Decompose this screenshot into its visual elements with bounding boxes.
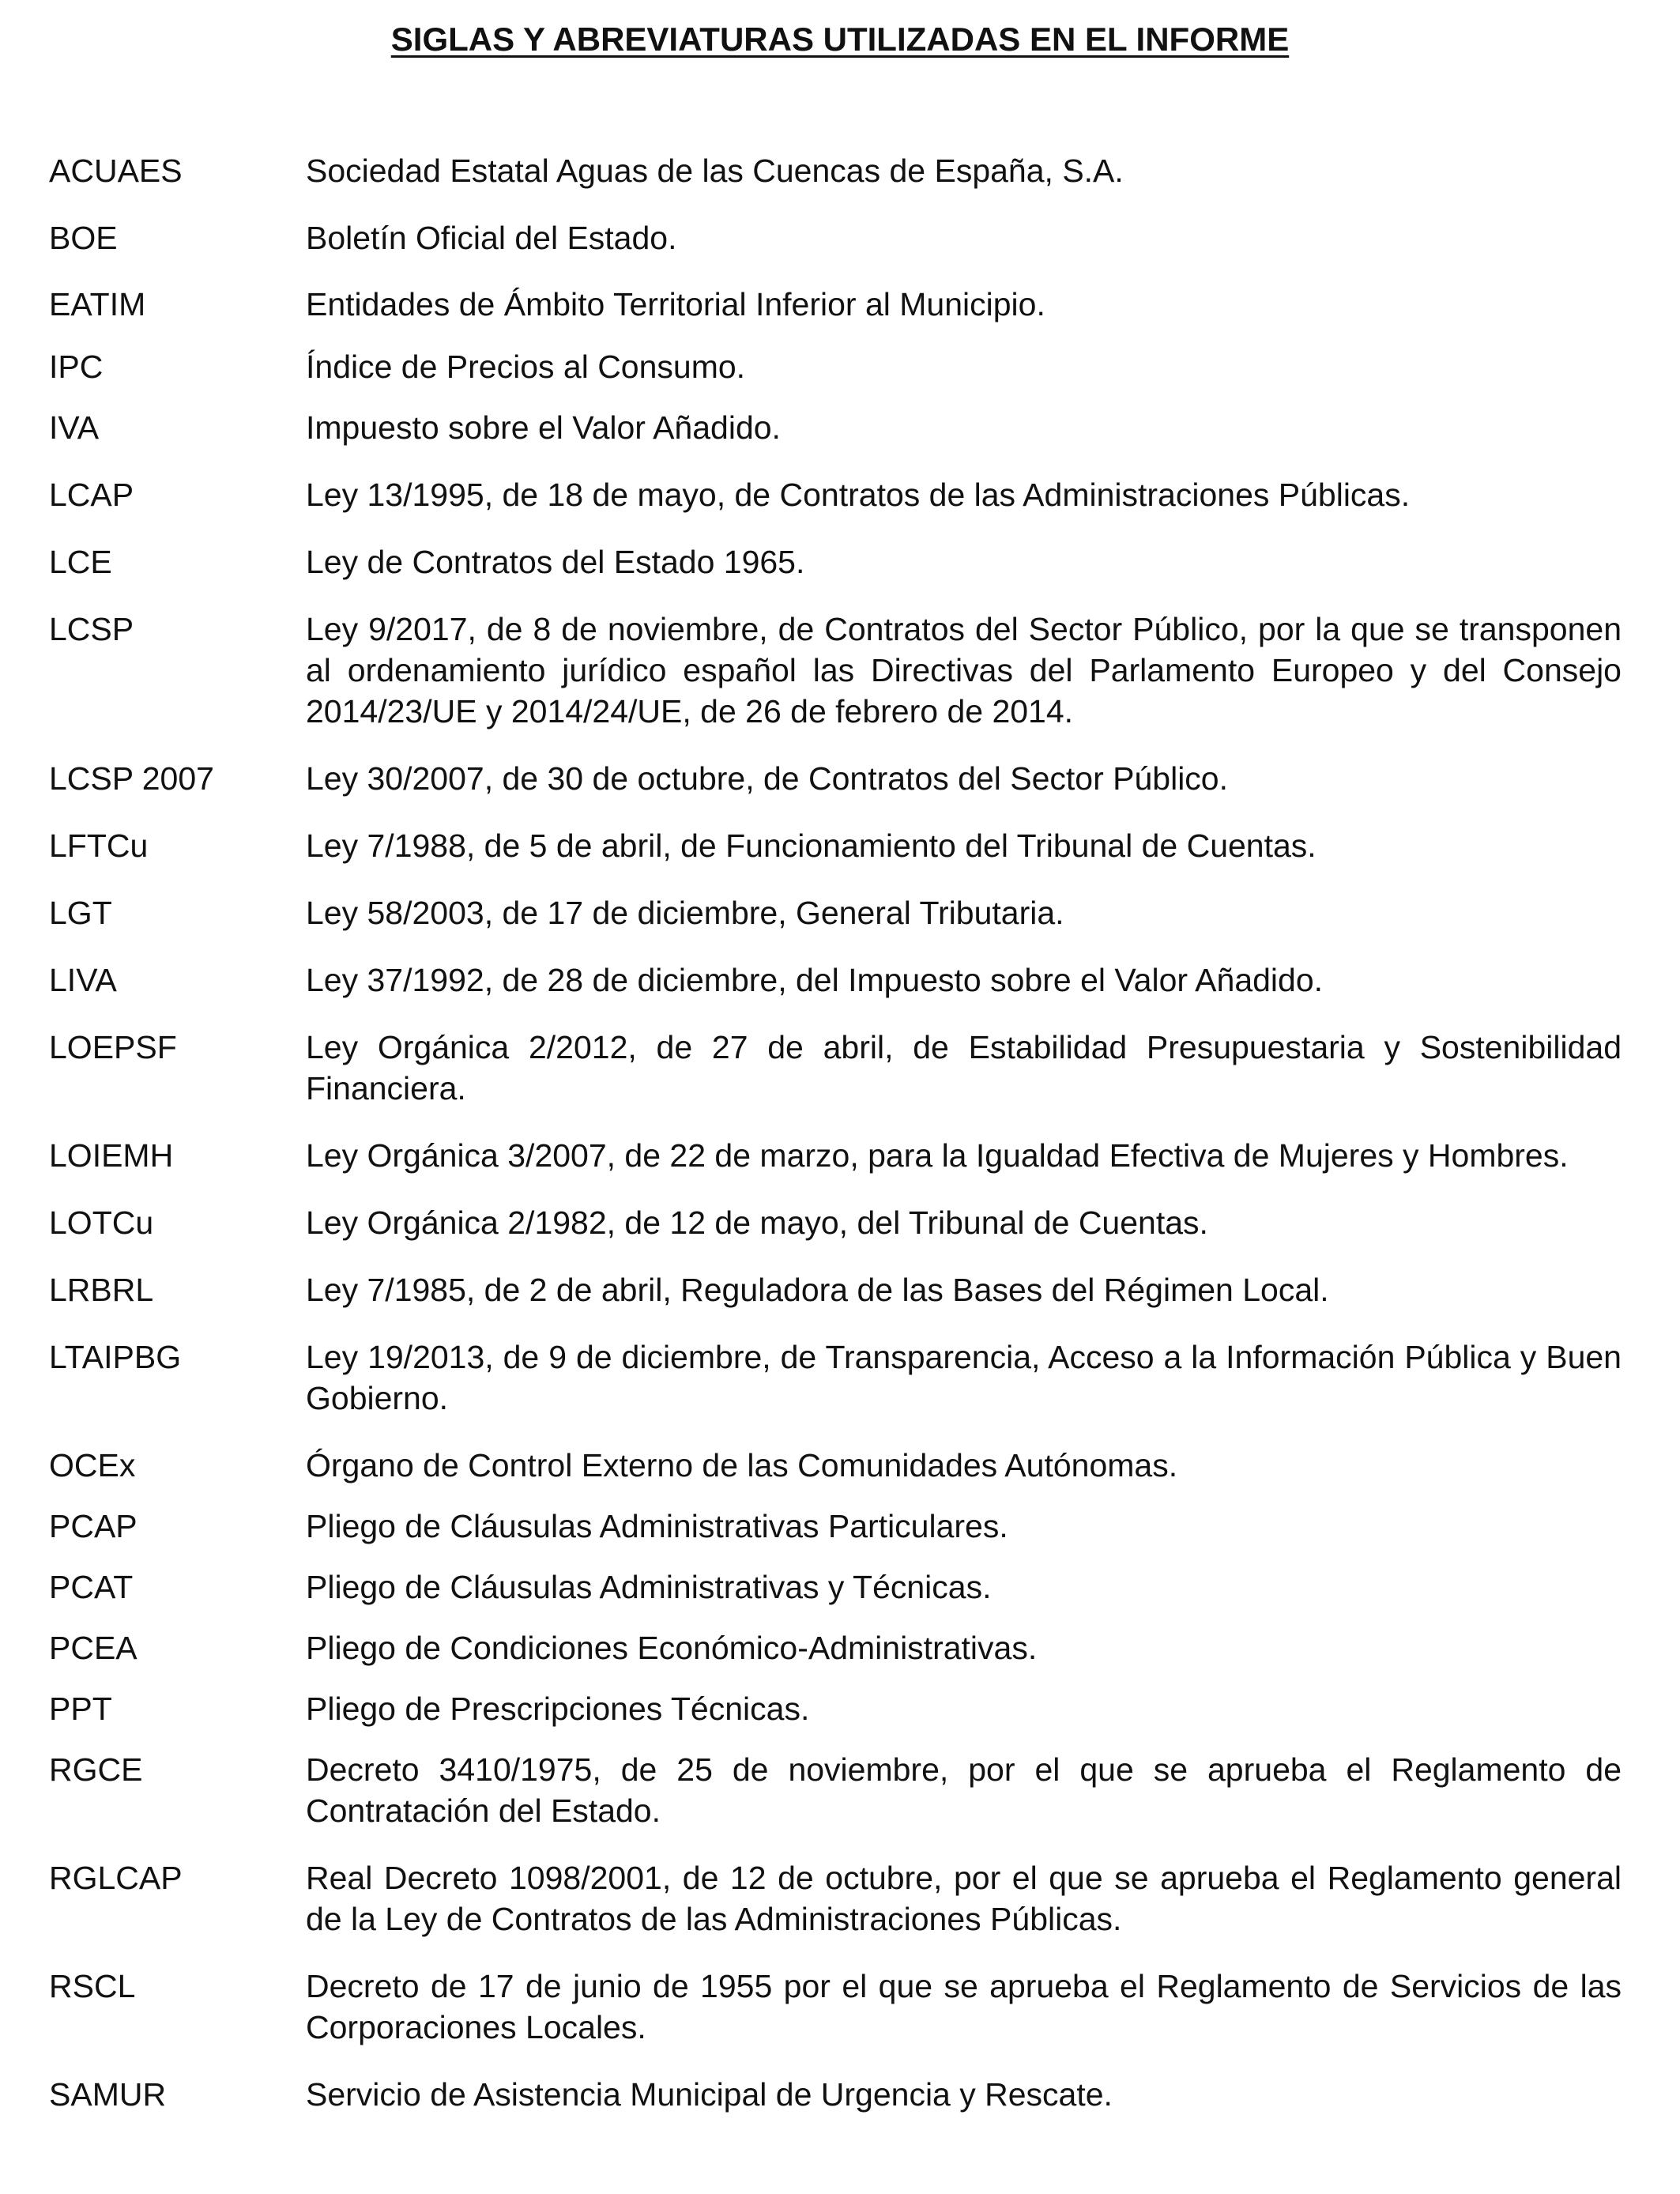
abbreviation-term: EATIM (49, 286, 146, 322)
abbreviation-definition: Ley Orgánica 2/2012, de 27 de abril, de Estabilidad Presupuestaria y Sostenibilidad Financiera. (306, 1029, 1622, 1106)
abbreviation-term: BOE (49, 220, 118, 256)
list-item (49, 959, 1629, 1001)
abbreviation-definition: Servicio de Asistencia Municipal de Urgencia y Rescate. (306, 2076, 1113, 2113)
abbreviation-definition: Ley 58/2003, de 17 de diciembre, General Tributaria. (306, 895, 1064, 931)
abbreviation-term: LCSP (49, 611, 134, 647)
abbreviation-definition: Boletín Oficial del Estado. (306, 220, 677, 256)
abbreviation-definition: Ley 7/1988, de 5 de abril, de Funcionamiento del Tribunal de Cuentas. (306, 827, 1317, 864)
abbreviation-term: PCAP (49, 1508, 137, 1544)
abbreviation-term: LTAIPBG (49, 1339, 182, 1375)
abbreviation-term: OCEx (49, 1447, 136, 1483)
abbreviation-term: LCE (49, 544, 112, 580)
list-item (49, 758, 1629, 799)
abbreviation-term: RGLCAP (49, 1860, 183, 1896)
list-item (49, 217, 1629, 258)
list-item (49, 892, 1629, 933)
abbreviation-definition: Pliego de Condiciones Económico-Administrativas. (306, 1630, 1038, 1666)
abbreviation-term: PCAT (49, 1569, 134, 1605)
abbreviation-term: ACUAES (49, 153, 183, 189)
list-item (49, 1966, 1629, 2048)
list-item (49, 1857, 1629, 1940)
abbreviation-definition: Sociedad Estatal Aguas de las Cuencas de España, S.A. (306, 153, 1124, 189)
abbreviation-term: SAMUR (49, 2076, 167, 2113)
abbreviation-definition: Ley Orgánica 2/1982, de 12 de mayo, del Tribunal de Cuentas. (306, 1204, 1208, 1241)
abbreviation-term: LOEPSF (49, 1029, 177, 1065)
list-item (49, 1135, 1629, 1176)
list-item (49, 1506, 1629, 1547)
abbreviation-definition: Índice de Precios al Consumo. (306, 349, 746, 385)
abbreviation-term: LGT (49, 895, 112, 931)
list-item (49, 1749, 1629, 1831)
list-item (49, 1627, 1629, 1668)
abbreviation-definition: Impuesto sobre el Valor Añadido. (306, 409, 781, 446)
abbreviation-definition: Ley 19/2013, de 9 de diciembre, de Transparencia, Acceso a la Información Pública y Buen Gobierno. (306, 1339, 1622, 1416)
abbreviation-term: LFTCu (49, 827, 149, 864)
abbreviation-definition: Pliego de Cláusulas Administrativas y Técnicas. (306, 1569, 992, 1605)
abbreviation-term: LIVA (49, 962, 117, 998)
abbreviation-definition: Pliego de Prescripciones Técnicas. (306, 1691, 810, 1727)
list-item (49, 1269, 1629, 1310)
list-item (49, 284, 1629, 325)
abbreviation-term: LOIEMH (49, 1137, 174, 1174)
list-item (49, 1027, 1629, 1109)
list-item (49, 2074, 1629, 2115)
abbreviation-definition: Entidades de Ámbito Territorial Inferior al Municipio. (306, 286, 1045, 322)
abbreviation-definition: Ley 13/1995, de 18 de mayo, de Contratos de las Administraciones Públicas. (306, 477, 1411, 513)
abbreviation-term: IPC (49, 349, 104, 385)
abbreviation-term: PCEA (49, 1630, 137, 1666)
abbreviation-definition: Ley 37/1992, de 28 de diciembre, del Impuesto sobre el Valor Añadido. (306, 962, 1324, 998)
abbreviation-term: RSCL (49, 1968, 136, 2004)
list-item (49, 346, 1629, 387)
abbreviation-definition: Ley de Contratos del Estado 1965. (306, 544, 805, 580)
list-item (49, 609, 1629, 732)
abbreviation-definition: Ley Orgánica 3/2007, de 22 de marzo, para la Igualdad Efectiva de Mujeres y Hombres. (306, 1137, 1569, 1174)
abbreviation-definition: Órgano de Control Externo de las Comunidades Autónomas. (306, 1447, 1178, 1483)
abbreviation-definition: Real Decreto 1098/2001, de 12 de octubre, por el que se aprueba el Reglamento general de la Ley de Contratos de las Administraciones Públicas. (306, 1860, 1622, 1937)
list-item (49, 1202, 1629, 1243)
abbreviation-definition: Pliego de Cláusulas Administrativas Particulares. (306, 1508, 1008, 1544)
abbreviation-term: RGCE (49, 1751, 143, 1788)
list-item (49, 1336, 1629, 1419)
abbreviation-definition: Ley 30/2007, de 30 de octubre, de Contratos del Sector Público. (306, 760, 1228, 797)
list-item (49, 474, 1629, 515)
abbreviation-term: IVA (49, 409, 100, 446)
abbreviation-term: LOTCu (49, 1204, 154, 1241)
list-item (49, 825, 1629, 866)
abbreviation-term: PPT (49, 1691, 112, 1727)
abbreviation-definition: Ley 7/1985, de 2 de abril, Reguladora de las Bases del Régimen Local. (306, 1272, 1329, 1308)
abbreviation-definition: Decreto 3410/1975, de 25 de noviembre, por el que se aprueba el Reglamento de Contratación del Estado. (306, 1751, 1622, 1829)
page-title: SIGLAS Y ABREVIATURAS UTILIZADAS EN EL INFORME (390, 21, 1290, 58)
abbreviation-term: LCSP 2007 (49, 760, 214, 797)
list-item (49, 1688, 1629, 1729)
abbreviation-definition: Ley 9/2017, de 8 de noviembre, de Contratos del Sector Público, por la que se transponen al ordenamiento jurídico español las Directivas del Parlamento Europeo y del Consejo 2014/23/UE y 2014/24/UE, de 26 de febrero de 2014. (306, 611, 1622, 729)
abbreviation-definition: Decreto de 17 de junio de 1955 por el que se aprueba el Reglamento de Servicios de las Corporaciones Locales. (306, 1968, 1622, 2045)
list-item (49, 1445, 1629, 1486)
list-item (49, 1566, 1629, 1608)
list-item (49, 541, 1629, 582)
abbreviations-list (49, 150, 1629, 2115)
list-item (49, 150, 1629, 191)
list-item (49, 407, 1629, 448)
abbreviation-term: LCAP (49, 477, 134, 513)
abbreviation-term: LRBRL (49, 1272, 154, 1308)
